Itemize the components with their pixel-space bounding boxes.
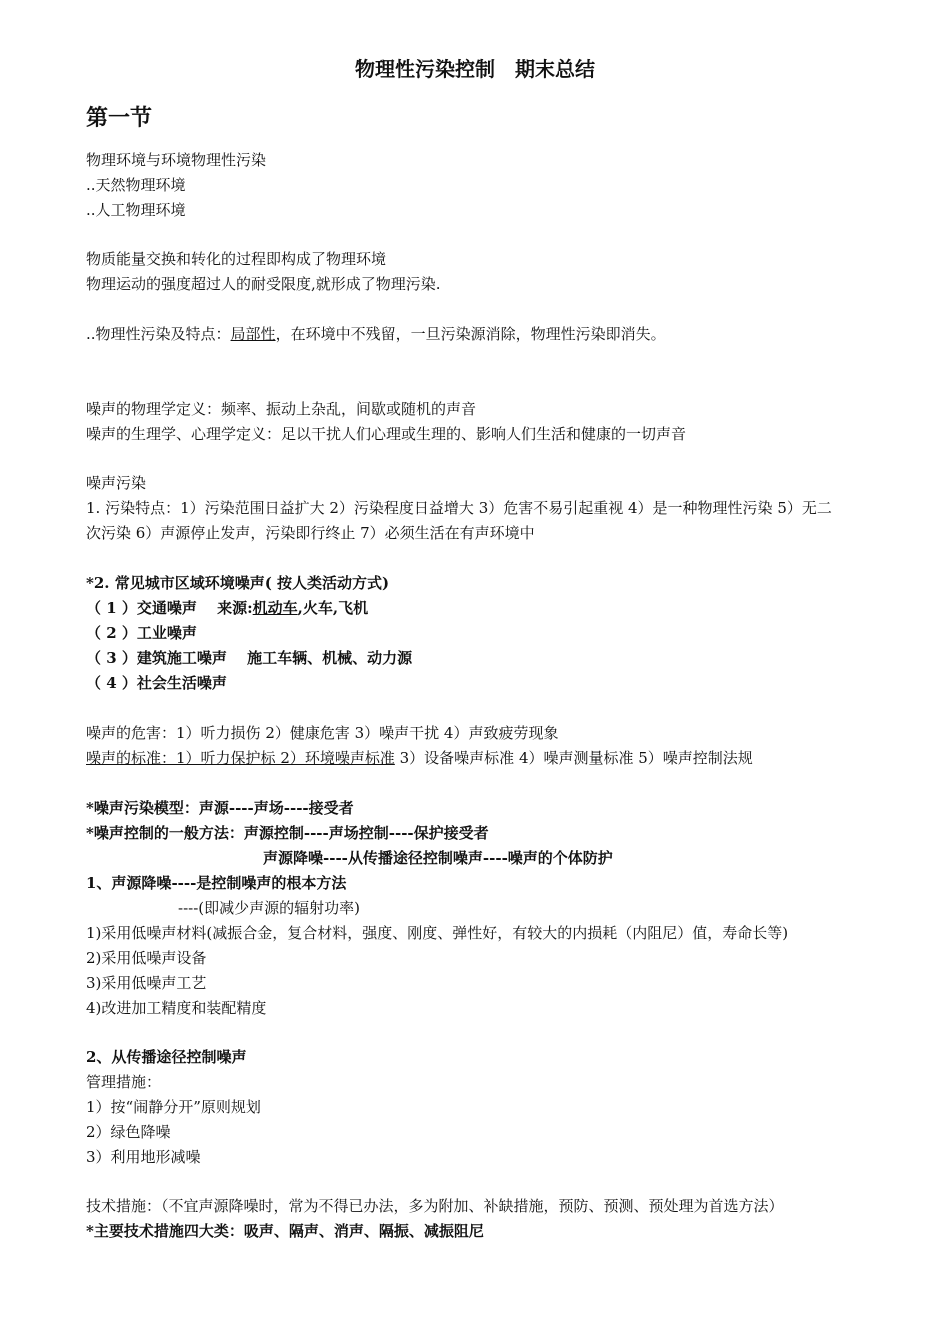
text-run: ..物理性污染及特点： xyxy=(86,325,231,343)
underlined-term: 机动车 xyxy=(252,599,298,617)
paragraph: 次污染 6）声源停止发声，污染即行终止 7）必须生活在有声环境中 xyxy=(86,524,535,542)
bold-heading: 2、从传播途径控制噪声 xyxy=(86,1048,247,1066)
paragraph: 噪声污染 xyxy=(86,474,147,492)
text-run: ,火车,飞机 xyxy=(297,599,369,617)
paragraph: 管理措施： xyxy=(86,1073,162,1091)
text-run: 3）设备噪声标准 4）噪声测量标准 5）噪声控制法规 xyxy=(394,749,753,767)
underlined-term: 局部性 xyxy=(230,325,276,343)
paragraph: ..天然物理环境 xyxy=(86,176,186,194)
underlined-term: 噪声的标准：1）听力保护标 2）环境噪声标准 xyxy=(86,749,395,767)
bold-paragraph: *噪声控制的一般方法：声源控制----声场控制----保护接受者 xyxy=(86,824,489,842)
list-item: 1)采用低噪声材料(减振合金，复合材料，强度、刚度、弹性好，有较大的内损耗（内阻尼）值，寿命长等) xyxy=(86,924,789,942)
list-item: 1）按“闹静分开”原则规划 xyxy=(86,1098,261,1116)
list-item: 3）利用地形减噪 xyxy=(86,1148,201,1166)
list-item: 2）绿色降噪 xyxy=(86,1123,171,1141)
list-item xyxy=(86,598,368,618)
bold-heading: 1、声源降噪----是控制噪声的根本方法 xyxy=(86,874,347,892)
list-item: 4)改进加工精度和装配精度 xyxy=(86,999,267,1017)
section-heading: 第一节 xyxy=(86,105,153,131)
text-run: ，在环境中不残留，一旦污染源消除，物理性污染即消失。 xyxy=(275,325,666,343)
paragraph: 噪声的生理学、心理学定义：足以干扰人们心理或生理的、影响人们生活和健康的一切声音 xyxy=(86,425,687,443)
paragraph: 物理运动的强度超过人的耐受限度,就形成了物理污染. xyxy=(86,275,441,293)
text-run: （ 1 ）交通噪声 来源: xyxy=(86,599,253,617)
paragraph: 物理环境与环境物理性污染 xyxy=(86,151,267,169)
paragraph: 1. 污染特点：1）污染范围日益扩大 2）污染程度日益增大 3）危害不易引起重视 4）是一种物理性污染 5）无二 xyxy=(86,499,832,517)
paragraph: ----(即减少声源的辐射功率) xyxy=(178,899,360,917)
paragraph: 物质能量交换和转化的过程即构成了物理环境 xyxy=(86,250,387,268)
paragraph: 噪声的危害：1）听力损伤 2）健康危害 3）噪声干扰 4）声致疲劳现象 xyxy=(86,724,559,742)
paragraph: 技术措施：（不宜声源降噪时，常为不得已办法，多为附加、补缺措施，预防、预测、预处理为首选方法） xyxy=(86,1197,784,1215)
list-item: （ 2 ）工业噪声 xyxy=(86,624,197,642)
paragraph: ..人工物理环境 xyxy=(86,201,186,219)
list-item: 2)采用低噪声设备 xyxy=(86,949,207,967)
list-item: 3)采用低噪声工艺 xyxy=(86,974,207,992)
paragraph: 噪声的物理学定义：频率、振动上杂乱，间歇或随机的声音 xyxy=(86,400,477,418)
bold-heading: *2. 常见城市区域环境噪声( 按人类活动方式) xyxy=(86,574,390,592)
bold-paragraph: *噪声污染模型：声源----声场----接受者 xyxy=(86,799,354,817)
paragraph xyxy=(86,748,753,768)
document-title: 物理性污染控制 期末总结 xyxy=(355,57,595,81)
bold-paragraph: *主要技术措施四大类：吸声、隔声、消声、隔振、减振阻尼 xyxy=(86,1222,484,1240)
bold-paragraph: 声源降噪----从传播途径控制噪声----噪声的个体防护 xyxy=(263,849,613,867)
list-item: （ 3 ）建筑施工噪声 施工车辆、机械、动力源 xyxy=(86,649,413,667)
paragraph xyxy=(86,324,666,344)
list-item: （ 4 ）社会生活噪声 xyxy=(86,674,227,692)
